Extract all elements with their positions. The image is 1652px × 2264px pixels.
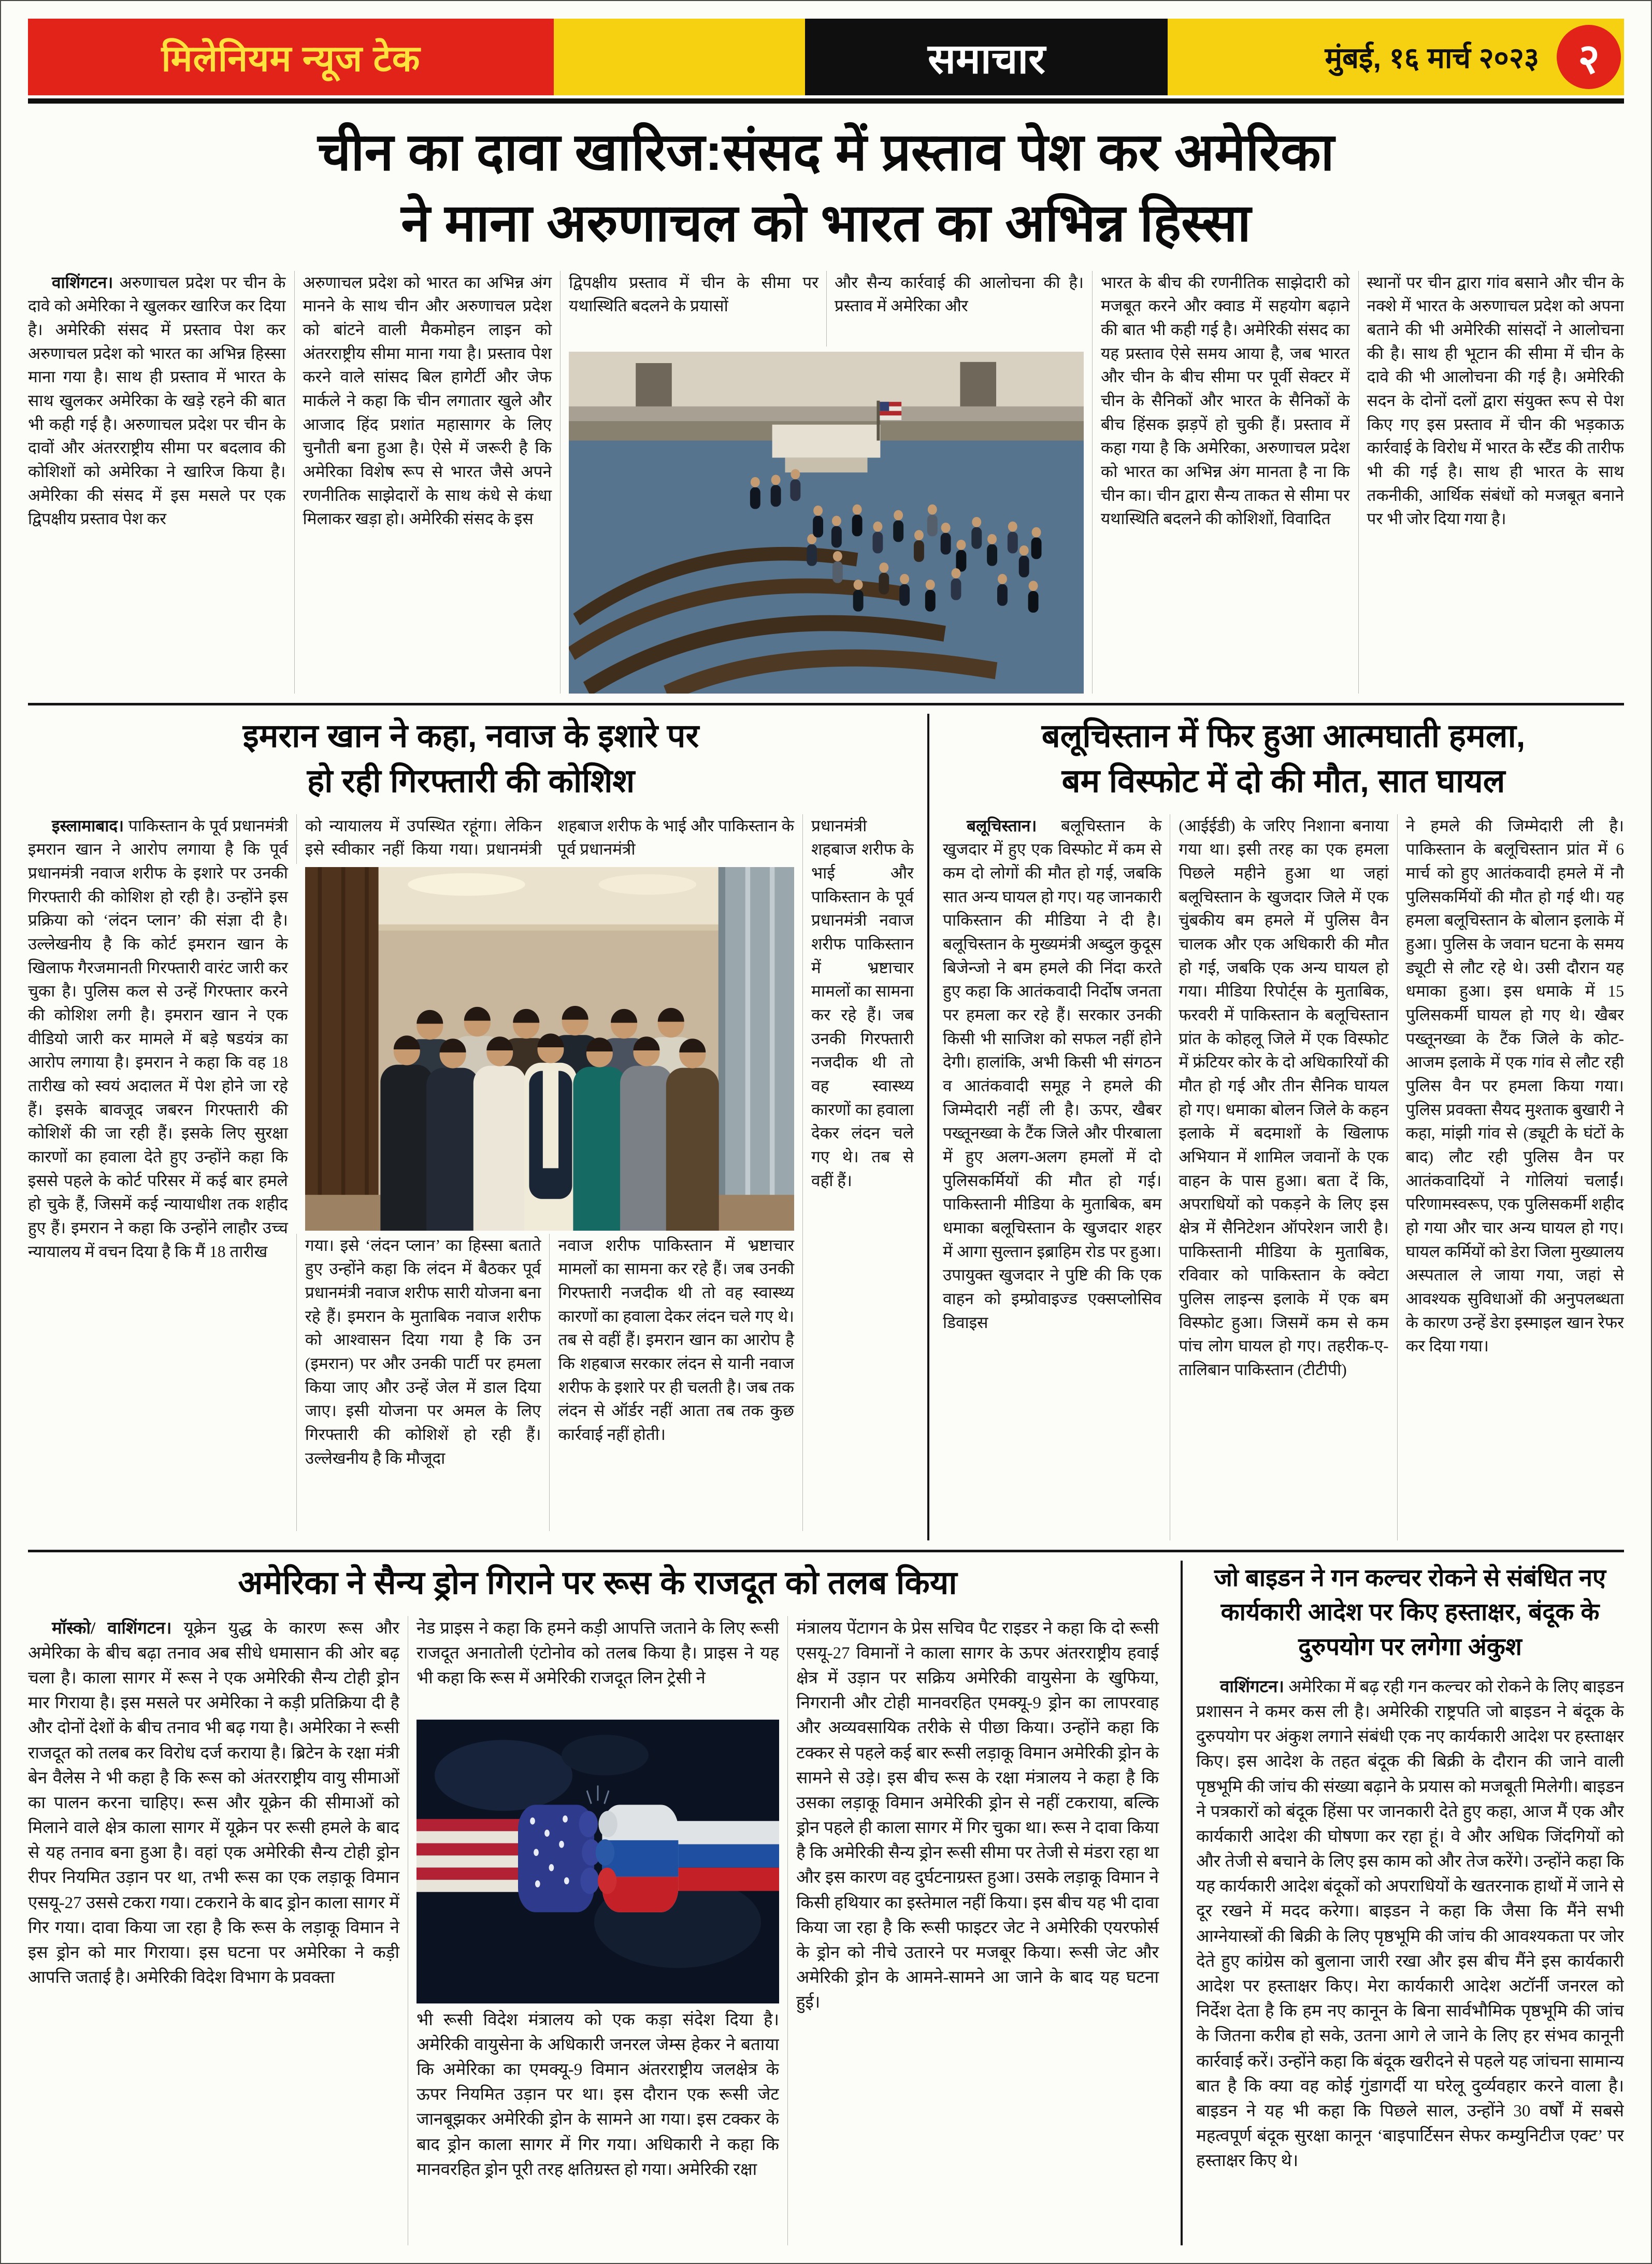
balochistan-headline [943,714,1624,804]
article-column: नवाज शरीफ पाकिस्तान में भ्रष्टाचार मामलों का सामना कर रहे हैं। जब उनकी गिरफ्तारी नजदीक थी तो वह स्वास्थ्य कारणों का हवाला देकर लंदन चले गए थे। तब से वहीं हैं। इमरान खान का आरोप है कि शहबाज सरकार लंदन से यानी नवाज शरीफ के इशारे पर ही चलती है। जब तक लंदन से ऑर्डर नहीं आता तब तक कुछ कार्रवाई नहीं होती। [549,1234,802,1531]
section-divider [28,1550,1624,1552]
lead-headline-line1: चीन का दावा खारिज:संसद में प्रस्ताव पेश कर अमेरिका [318,123,1334,181]
imran-khan-group-photo [305,867,794,1231]
russia-middle-column [408,1616,787,2245]
dateline: मॉस्को/ वाशिंगटन। [52,1619,172,1638]
third-row [28,1561,1624,2245]
column-text: यूक्रेन युद्ध के कारण रूस और अमेरिका के बीच बढ़ा तनाव अब सीधे धमासान की ओर बढ़ चला है। काला सागर में रूस ने एक अमेरिकी सैन्य टोही ड्रोन मार गिराया है। इस मसले पर अमेरिका ने कड़ी प्रतिक्रिया दी है और दोनों देशों के बीच तनाव भी बढ़ गया है। अमेरिका ने रूसी राजदूत को तलब कर विरोध दर्ज कराया है। ब्रिटेन के रक्षा मंत्री बेन वैलेस ने भी कहा है कि रूस को अंतरराष्ट्रीय वायु सीमाओं का पालन करना चाहिए। रूस और यूक्रेन की सीमाओं को मिलाने वाले क्षेत्र काला सागर में यूक्रेन पर रूसी हमले के बाद से यह तनाव बना हुआ है। वहां एक अमेरिकी सैन्य टोही ड्रोन रीपर नियमित उड़ान पर था, तभी रूस का एक लड़ाकू विमान एसयू-27 उससे टकरा गया। टकराने के बाद ड्रोन काला सागर में गिर गया। दावा किया जा रहा है कि रूस के लड़ाकू विमान ने इस ड्रोन को मार गिराया। इस घटना पर अमेरिका ने कड़ी आपत्ति जताई है। अमेरिकी विदेश विभाग के प्रवक्ता [28,1619,400,1987]
article-column [943,814,1170,1540]
masthead-rule [28,98,1624,104]
lead-story-columns [28,271,1624,694]
section-label: समाचार [805,19,1168,95]
article-column: अरुणाचल प्रदेश को भारत का अभिन्न अंग मानने के साथ चीन और अरुणाचल प्रदेश को बांटने वाली मैकमोहन लाइन को अंतरराष्ट्रीय सीमा माना गया है। प्रस्ताव पेश करने वाले सांसद बिल हागेर्टी और जेफ मार्कले ने कहा कि चीन लगातार खुले और आजाद हिंद प्रशांत महासागर के लिए चुनौती बना हुआ है। ऐसे में जरूरी है कि अमेरिका विशेष रूप से भारत जैसे अपने रणनीतिक साझेदारों के साथ कंधे से कंधा मिलाकर खड़ा हो। अमेरिकी संसद के इस [294,271,561,694]
biden-story [1183,1561,1624,2245]
lead-story-middle [560,271,1092,694]
article-column: ने हमले की जिम्मेदारी ली है। पाकिस्तान के बलूचिस्तान प्रांत में 6 मार्च को हुए आतंकवादी हमले में नौ पुलिसकर्मियों की मौत हो गई थी। यह हमला बलूचिस्तान के बोलान इलाके में हुआ। पुलिस के जवान घटना के समय ड्यूटी से लौट रहे थे। उसी दौरान यह धमाका हुआ। इस धमाके में 15 पुलिसकर्मी घायल हो गए थे। खैबर पख्तूनख्वा के टैंक जिले के कोट-आजम इलाके में एक गांव से लौट रही पुलिस वैन पर हमला किया गया। पुलिस प्रवक्ता सैयद मुश्ताक बुखारी ने कहा, मांझी गांव से (ड्यूटी के घंटों के बाद) लौट रही पुलिस वैन पर आतंकवादियों ने गोलियां चलाईं। परिणामस्वरूप, एक पुलिसकर्मी शहीद हो गया और चार अन्य घायल हो गए। घायल कर्मियों को डेरा जिला मुख्यालय अस्पताल ले जाया गया, जहां से आवश्यक सुविधाओं की अनुपलब्धता के कारण उन्हें डेरा इस्माइल खान रेफर कर दिया गया। [1397,814,1624,1540]
dateline: वाशिंगटन। [1220,1677,1284,1696]
column-text: अरुणाचल प्रदेश पर चीन के दावे को अमेरिका ने खुलकर खारिज कर दिया है। अमेरिकी संसद में प्रस्ताव पेश कर अरुणाचल प्रदेश को भारत का अभिन्न हिस्सा माना गया है। साथ ही प्रस्ताव में भारत के साथ खुलकर अमेरिका के खड़े रहने की बात भी कही गई है। अरुणाचल प्रदेश पर चीन के दावों और अंतरराष्ट्रीय सीमा पर बदलाव की कोशिशों को अमेरिका ने खारिज किया है। अमेरिका की संसद में इस मसले पर एक द्विपक्षीय प्रस्ताव पेश कर [28,273,286,528]
article-column [28,271,294,694]
balochistan-columns [943,814,1624,1540]
biden-headline: जो बाइडन ने गन कल्चर रोकने से संबंधित नए कार्यकारी आदेश पर किए हस्ताक्षर, बंदूक के दुरुपयोग पर लगेगा अंकुश [1214,1563,1606,1661]
second-row [28,714,1624,1540]
article-column [28,814,296,1531]
dateline: वाशिंगटन। [52,273,113,292]
article-column: नेड प्राइस ने कहा कि हमने कड़ी आपत्ति जताने के लिए रूसी राजदूत अनातोली एंटोनोव को तलब किया है। प्राइस ने यह भी कहा कि रूस में अमेरिकी राजदूत लिन ट्रेसी ने [416,1619,779,1688]
article-column: द्विपक्षीय प्रस्ताव में चीन के सीमा पर यथास्थिति बदलने के प्रयासों [569,273,818,315]
masthead [28,19,1624,95]
article-column [28,1616,408,2245]
column-text: बलूचिस्तान के खुजदार में हुए एक विस्फोट में कम से कम दो लोगों की मौत हो गई, जबकि सात अन्य घायल हो गए। यह जानकारी पाकिस्तान की मीडिया ने दी है। बलूचिस्तान के मुख्यमंत्री अब्दुल कुदूस बिजेन्जो ने बम हमले की निंदा करते हुए कहा कि आतंकवादी निर्दोष जनता पर हमला कर रहे हैं। सरकार उनकी किसी भी साजिश को सफल नहीं होने देगी। हालांकि, अभी किसी भी संगठन व आतंकवादी समूह ने हमले की जिम्मेदारी नहीं ली है। ऊपर, खैबर पख्तूनख्वा के टैंक जिले और पीरबाला में हुए अलग-अलग हमलों में दो पुलिसकर्मियों की मौत हो गई। पाकिस्तानी मीडिया के मुताबिक, बम धमाका बलूचिस्तान के खुजदार शहर में आगा सुल्तान इब्राहिम रोड पर हुआ। उपायुक्त खुजदार ने पुष्टि की कि एक वाहन को इम्प्रोवाइज्ड एक्सप्लोसिव डिवाइस [943,816,1162,1332]
balochistan-headline-line2: बम विस्फोट में दो की मौत, सात घायल [1061,762,1505,799]
russia-columns [28,1616,1167,2245]
imran-photo-frame [297,864,802,1234]
dateline: बलूचिस्तान। [967,816,1037,835]
russia-drone-story [28,1561,1181,2245]
lead-headline [28,104,1624,269]
article-column: (आईईडी) के जरिए निशाना बनाया गया था। इसी तरह का एक हमला पिछले महीने हुआ था जहां बलूचिस्तान के खुजदार जिले में एक चुंबकीय बम हमले में पुलिस वैन चालक और एक अधिकारी की मौत हो गई, जबकि एक अन्य घायल हो गया। मीडिया रिपोर्ट्स के मुताबिक, फरवरी में पाकिस्तान के बलूचिस्तान प्रांत के कोहलू जिले में एक विस्फोट में फ्रंटियर कोर के दो अधिकारियों की मौत हो गई और तीन सैनिक घायल हो गए। धमाका बोलन जिले के कहन इलाके में बदमाशों के खिलाफ अभियान में शामिल जवानों के एक वाहन के पास हुआ। बता दें कि, अपराधियों को पकड़ने के लिए इस क्षेत्र में सैनिटेशन ऑपरेशन जारी है। पाकिस्तानी मीडिया के मुताबिक, रविवार को पाकिस्तान के क्वेटा पुलिस लाइन्स इलाके में एक बम विस्फोट हुआ। जिसमें कम से कम पांच लोग घायल हो गए। तहरीक-ए-तालिबान पाकिस्तान (टीटीपी) [1170,814,1397,1540]
balochistan-story [929,714,1624,1540]
article-column: और सैन्य कार्रवाई की आलोचना की है। प्रस्ताव में अमेरिका और [826,271,1084,347]
article-column: गया। इसे ‘लंदन प्लान’ का हिस्सा बताते हुए उन्होंने कहा कि लंदन में बैठकर पूर्व प्रधानमंत्री नवाज शरीफ सारी योजना बना रहे हैं। इमरान के मुताबिक नवाज शरीफ को आश्वासन दिया गया है कि उन (इमरान) पर और उनकी पार्टी पर हमला किया जाए और उन्हें जेल में डाल दिया जाए। इसी योजना पर अमल के लिए गिरफ्तारी की कोशिशें हो रही हैं। उल्लेखनीय है कि मौजूदा [296,1234,550,1531]
article-column: भी रूसी विदेश मंत्रालय को एक कड़ा संदेश दिया है। अमेरिकी वायुसेना के अधिकारी जनरल जेम्स हेकर ने बताया कि अमेरिका का एमक्यू-9 विमान अंतरराष्ट्रीय जलक्षेत्र के ऊपर नियमित उड़ान पर था। इस दौरान एक रूसी जेट जानबूझकर अमेरिकी ड्रोन के सामने आ गया। इस टक्कर के बाद ड्रोन काला सागर में गिर गया। अधिकारी ने कहा कि मानवरहित ड्रोन पूरी तरह क्षतिग्रस्त हो गया। अमेरिकी रक्षा [416,2010,779,2179]
imran-headline [28,714,914,804]
page-number-badge: २ [1557,25,1621,89]
brand-box: मिलेनियम न्यूज टेक [28,19,554,95]
column-text: पाकिस्तान के पूर्व प्रधानमंत्री इमरान खान ने आरोप लगाया है कि पूर्व प्रधानमंत्री नवाज शरीफ के इशारे पर उनकी गिरफ्तारी की कोशिश हो रही है। उन्होंने इस प्रक्रिया को ‘लंदन प्लान’ की संज्ञा दी है। उल्लेखनीय है कि कोर्ट इमरान खान के खिलाफ गैरजमानती गिरफ्तारी वारंट जारी कर चुका है। पुलिस कल से उन्हें गिरफ्तार करने की कोशिश लगी है। इमरान खान ने एक वीडियो जारी कर मामले में बड़े षडयंत्र का आरोप लगाया है। इमरान ने कहा कि वह 18 तारीख को स्वयं अदालत में पेश होने जा रहे हैं। इसके बावजूद जबरन गिरफ्तारी की कोशिशें की जा रही हैं। इसके लिए सुरक्षा कारणों का हवाला देते हुए उन्होंने कहा कि इससे पहले के कोर्ट परिसर में कई बार हमले हो चुके हैं, जिसमें कई न्यायाधीश तक शहीद हुए हैं। इमरान ने कहा कि उन्होंने लाहौर उच्च न्यायालय में वचन दिया है कि मैं 18 तारीख [28,816,288,1261]
lead-story [28,104,1624,694]
balochistan-headline-line1: बलूचिस्तान में फिर हुआ आत्मघाती हमला, [1041,717,1526,754]
lead-story-top-columns [569,271,1084,347]
article-column [1196,1675,1624,2245]
edition-dateline: मुंबई, १६ मार्च २०२३ [1325,41,1539,74]
article-column-narrow: प्रधानमंत्री शहबाज शरीफ के भाई और पाकिस्तान के पूर्व प्रधानमंत्री नवाज शरीफ पाकिस्तान में भ्रष्टाचार मामलों का सामना कर रहे हैं। जब उनकी गिरफ्तारी नजदीक थी तो वह स्वास्थ्य कारणों का हवाला देकर लंदन चले गए थे। तब से वहीं हैं। [802,814,914,1531]
imran-story-columns [28,814,914,1531]
russia-headline: अमेरिका ने सैन्य ड्रोन गिराने पर रूस के राजदूत को तलब किया [238,1564,957,1601]
article-column: मंत्रालय पेंटागन के प्रेस सचिव पैट राइडर ने कहा कि दो रूसी एसयू-27 विमानों ने काला सागर के ऊपर अंतरराष्ट्रीय हवाई क्षेत्र में उड़ान पर सक्रिय अमेरिकी वायुसेना के खुफिया, निगरानी और टोही मानवरहित एमक्यू-9 ड्रोन का लापरवाह और अव्यवसायिक तरीके से पीछा किया। उन्होंने कहा कि टक्कर से पहले कई बार रूसी लड़ाकू विमान अमेरिकी ड्रोन के सामने से उड़े। इस बीच रूस के रक्षा मंत्रालय ने कहा है कि उसका लड़ाकू विमान अमेरिकी ड्रोन से नहीं टकराया, बल्कि ड्रोन पहले ही काला सागर में गिर चुका था। रूस ने दावा किया है कि अमेरिकी सैन्य ड्रोन रूसी सीमा पर तेजी से मंडरा रहा था और इस कारण वह दुर्घटनाग्रस्त हुआ। उसके लड़ाकू विमान ने किसी हथियार का इस्तेमाल नहीं किया। इस बीच यह भी दावा किया जा रहा है कि रूसी फाइटर जेट ने अमेरिकी एयरफोर्स के ड्रोन को नीचे उतारने पर मजबूर किया। रूसी जेट और अमेरिकी ड्रोन के आमने-सामने आ जाने के बाद यह घटना हुई। [787,1616,1167,2245]
imran-headline-line2: हो रही गिरफ्तारी की कोशिश [307,762,635,799]
column-text: अमेरिका में बढ़ रही गन कल्चर को रोकने के लिए बाइडन प्रशासन ने कमर कस ली है। अमेरिकी राष्ट्रपति जो बाइडन ने बंदूक के दुरुपयोग पर अंकुश लगाने संबंधी एक नए कार्यकारी आदेश पर हस्ताक्षर किए। इस आदेश के तहत बंदूक की बिक्री के दौरान की जाने वाली पृष्ठभूमि की जांच की संख्या बढ़ाने के प्रयास को मजबूती मिलेगी। बाइडन ने पत्रकारों को बंदूक हिंसा पर जानकारी देते हुए कहा, आज मैं एक और कार्यकारी आदेश की घोषणा कर रहा हूं। वे और अधिक जिंदगियों को और तेजी से बचाने के लिए इस काम को और तेज करेंगे। उन्होंने कहा कि यह कार्यकारी आदेश बंदूकों को अपराधियों के खतरनाक हाथों में जाने से दूर रखने में मदद करेगा। बाइडन ने कहा कि जैसा कि मैंने सभी आग्नेयास्त्रों की बिक्री के लिए पृष्ठभूमि की जांच की आवश्यकता पर जोर देते हुए कांग्रेस को बुलाना जारी रखा और इस बीच मैंने इस कार्यकारी आदेश पर हस्ताक्षर किए। मेरा कार्यकारी आदेश अटॉर्नी जनरल को निर्देश देता है कि हम नए कानून के बिना सार्वभौमिक पृष्ठभूमि की जांच के जितना करीब हो सके, उतना आगे ले जाने के लिए हर संभव कानूनी कार्रवाई करें। उन्होंने कहा कि बंदूक खरीदने से पहले यह जांचना सामान्य बात है कि क्या वह कोई गुंडागर्दी या घरेलू दुर्व्यवहार करने वाला है। बाइडन ने यह भी कहा कि पिछले साल, उन्होंने 30 वर्षों में सबसे महत्वपूर्ण बंदूक सुरक्षा कानून ‘बाइपार्टिसन सेफर कम्युनिटीज एक्ट’ पर हस्ताक्षर किए थे। [1196,1677,1624,2171]
section-divider [28,703,1624,705]
us-russia-fists-photo [416,1720,779,2003]
lead-headline-line2: ने माना अरुणाचल को भारत का अभिन्न हिस्सा [401,194,1251,253]
imran-headline-line1: इमरान खान ने कहा, नवाज के इशारे पर [242,717,699,754]
masthead-spacer [554,19,805,95]
dateline: इस्लामाबाद। [52,816,124,835]
imran-story [28,714,927,1540]
article-column: को न्यायालय में उपस्थित रहूंगा। लेकिन इसे स्वीकार नहीं किया गया। प्रधानमंत्री शहबाज शरीफ के भाई और पाकिस्तान के पूर्व प्रधानमंत्री [296,814,802,864]
article-column: स्थानों पर चीन द्वारा गांव बसाने और चीन के नक्शे में भारत के अरुणाचल प्रदेश को अपना बताने की भी अमेरिकी सांसदों ने आलोचना की है। साथ ही भूटान की सीमा में चीन के दावे की भी आलोचना की गई है। अमेरिकी सदन के दोनों दलों द्वारा संयुक्त रूप से पेश किए गए इस प्रस्ताव में चीन की भड़काऊ कार्रवाई के विरोध में भारत के स्टैंड की तारीफ भी की गई है। साथ ही भारत के साथ तकनीकी, आर्थिक संबंधों को मजबूत बनाने पर भी जोर दिया गया है। [1358,271,1625,694]
article-column: भारत के बीच की रणनीतिक साझेदारी को मजबूत करने और क्वाड में सहयोग बढ़ाने की बात भी कही गई है। अमेरिकी संसद का यह प्रस्ताव ऐसे समय आया है, जब भारत और चीन के बीच सीमा पर पूर्वी सेक्टर में चीन के सैनिकों और भारत के सैनिकों के बीच हिंसक झड़पें हो चुकी हैं। प्रस्ताव में कहा गया है कि अमेरिका, अरुणाचल प्रदेश को भारत का अभिन्न अंग मानता है ना कि चीन का। चीन द्वारा सैन्य ताकत से सीमा पर यथास्थिति बदलने की कोशिशों, विवादित [1092,271,1358,694]
senate-chamber-photo [569,352,1084,694]
